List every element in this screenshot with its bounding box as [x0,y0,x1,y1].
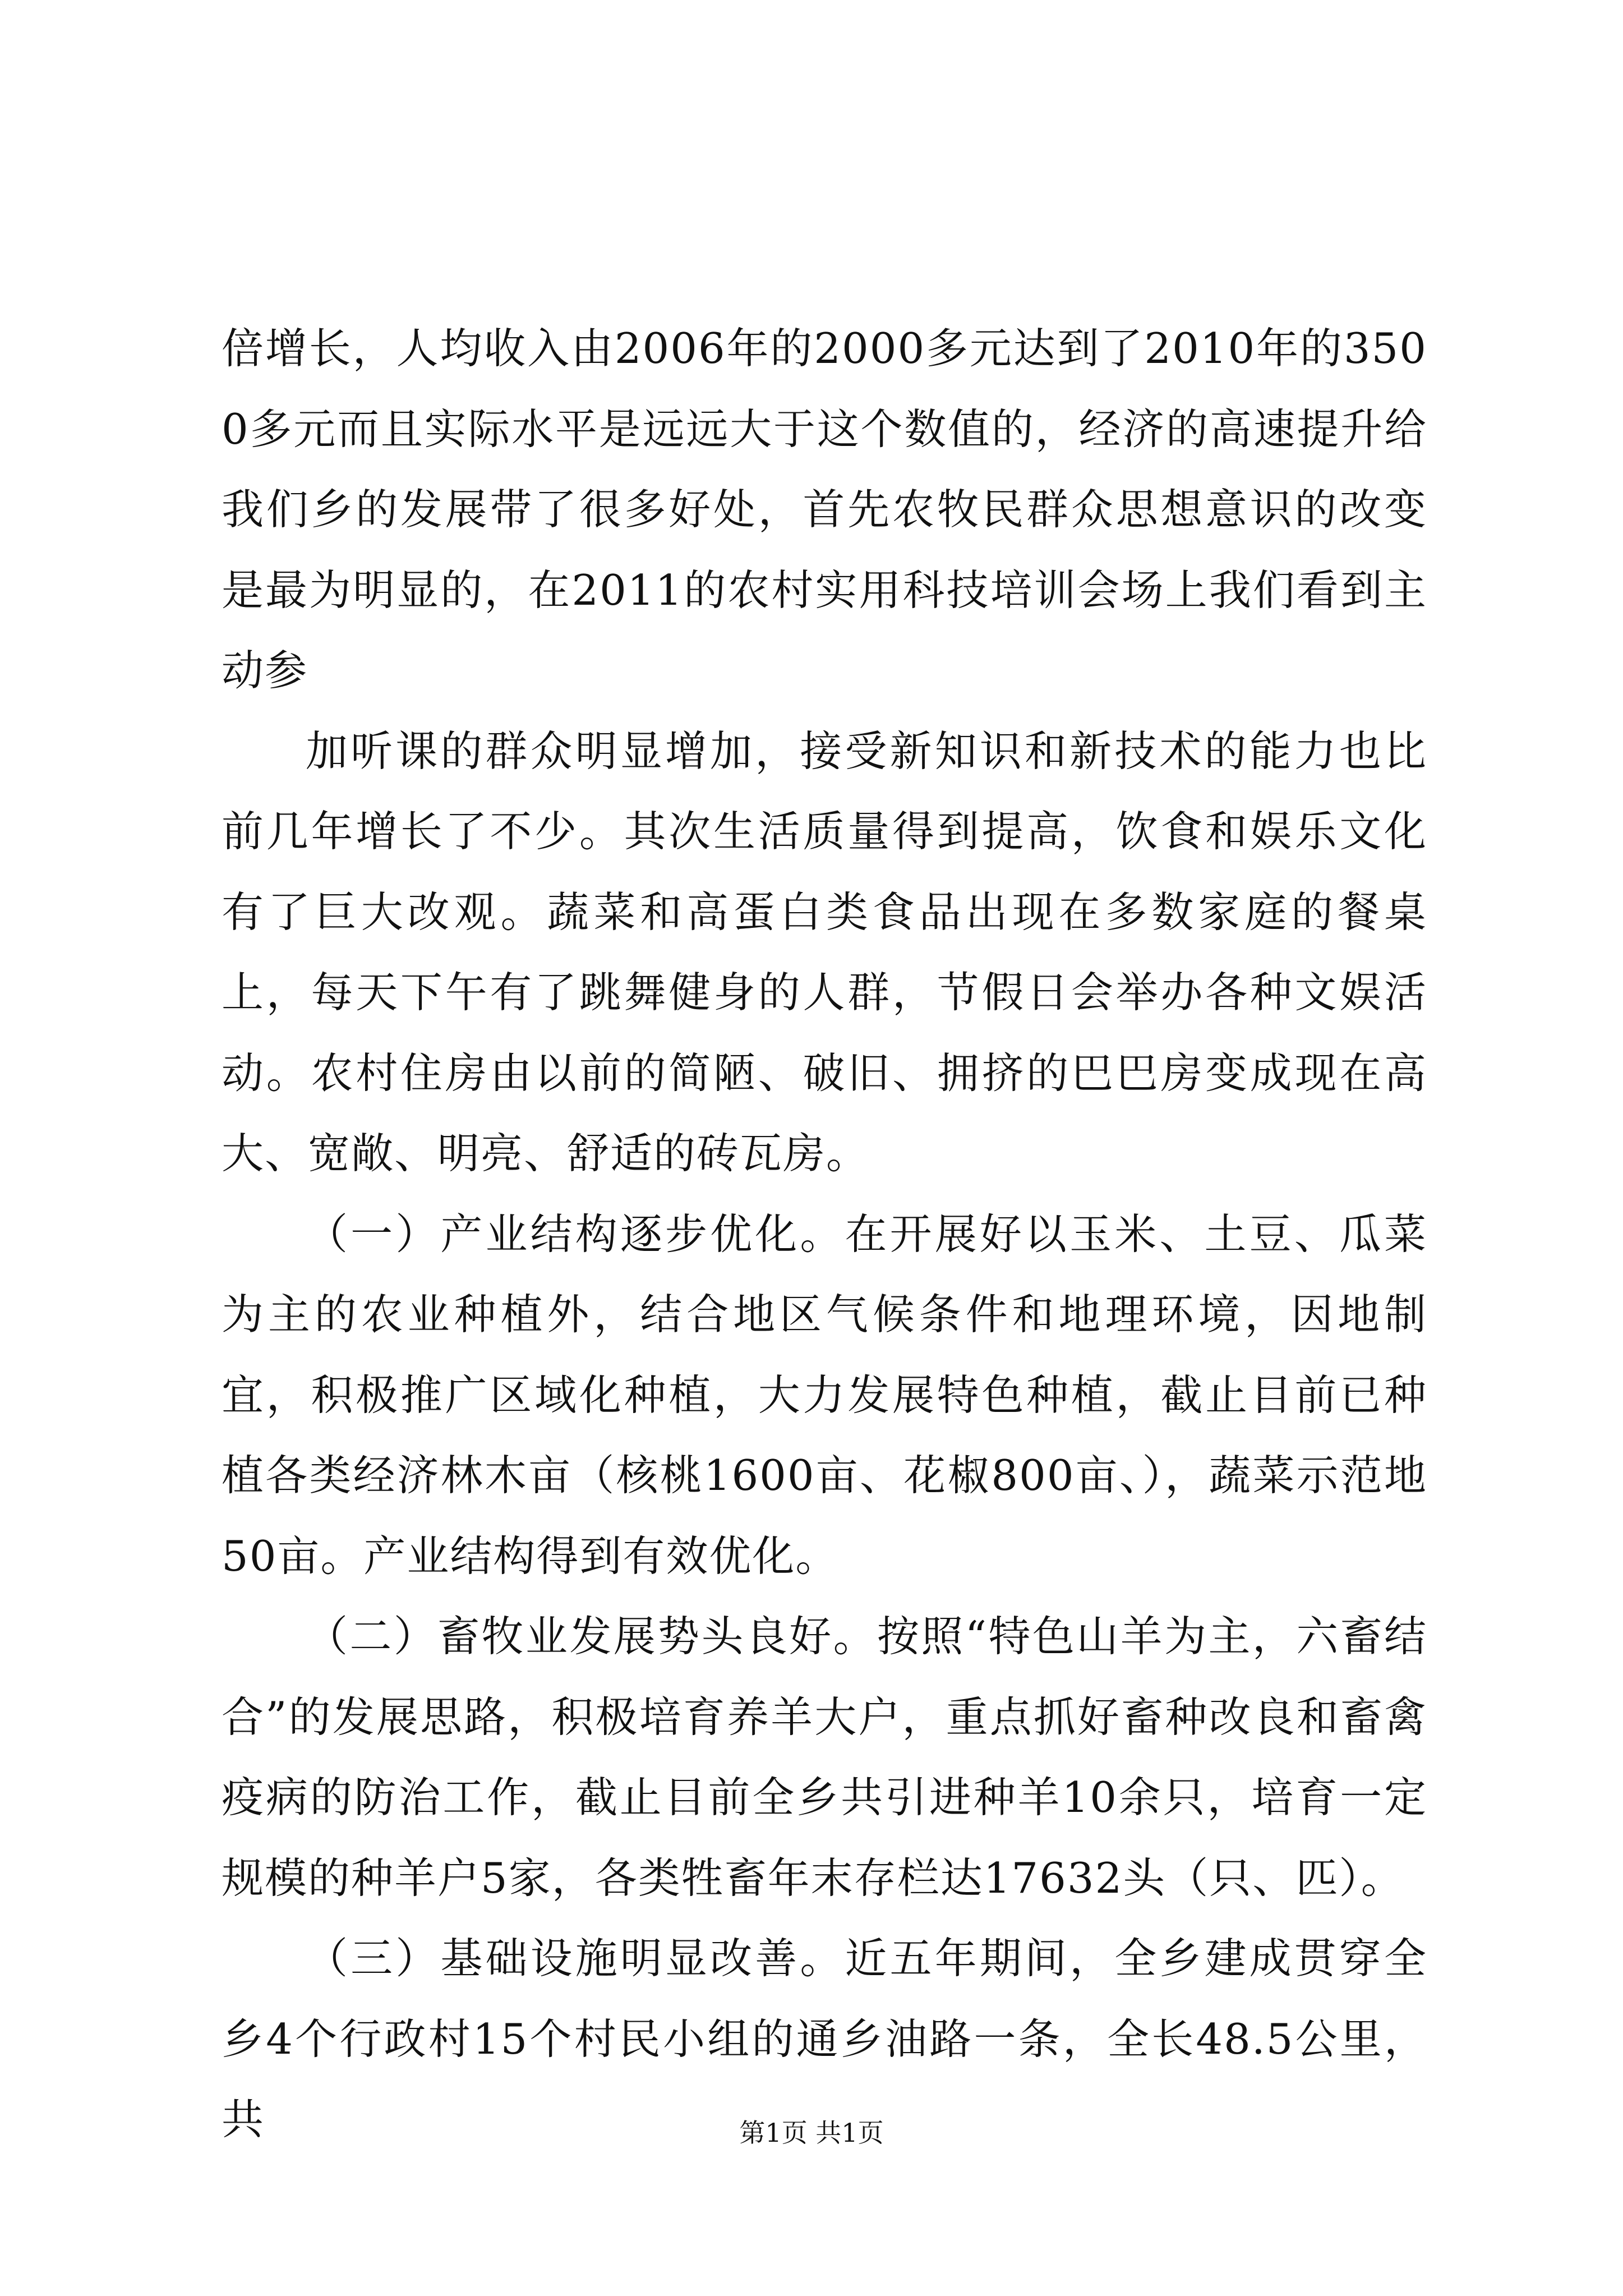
document-body [222,309,1427,2160]
paragraph-3: （一）产业结构逐步优化。在开展好以玉米、土豆、瓜菜为主的农业种植外，结合地区气候条件和地理环境，因地制宜，积极推广区域化种植，大力发展特色种植，截止目前已种植各类经济林木亩（核桃1600亩、花椒800亩、），蔬菜示范地50亩。产业结构得到有效优化。 [222,1209,1427,1581]
paragraph-2: 加听课的群众明显增加，接受新知识和新技术的能力也比前几年增长了不少。其次生活质量得到提高，饮食和娱乐文化有了巨大改观。蔬菜和高蛋白类食品出现在多数家庭的餐桌上，每天下午有了跳舞健身的人群，节假日会举办各种文娱活动。农村住房由以前的简陋、破旧、拥挤的巴巴房变成现在高大、宽敞、明亮、舒适的砖瓦房。 [222,726,1427,1178]
paragraph-1: 倍增长，人均收入由2006年的2000多元达到了2010年的3500多元而且实际水平是远远大于这个数值的，经济的高速提升给我们乡的发展带了很多好处，首先农牧民群众思想意识的改变是最为明显的，在2011的农村实用科技培训会场上我们看到主动参 [222,324,1427,695]
page-footer: 第1页 共1页 [739,2118,884,2148]
paragraph-5: （三）基础设施明显改善。近五年期间，全乡建成贯穿全乡4个行政村15个村民小组的通乡油路一条，全长48.5公里，共 [222,1934,1427,2144]
paragraph-4: （二）畜牧业发展势头良好。按照“特色山羊为主，六畜结合”的发展思路，积极培育养羊大户，重点抓好畜种改良和畜禽疫病的防治工作，截止目前全乡共引进种羊10余只，培育一定规模的种羊户5家，各类牲畜年末存栏达17632头（只、匹）。 [222,1612,1427,1903]
